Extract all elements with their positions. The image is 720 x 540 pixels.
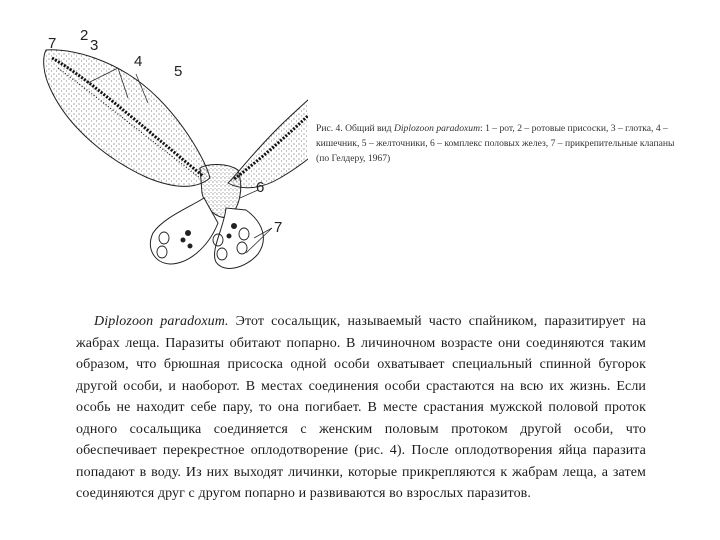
caption-species: Diplozoon paradoxum	[393, 123, 481, 134]
figure-caption	[316, 121, 676, 166]
diplozoon-figure	[28, 28, 308, 280]
figure-label-3: 3	[90, 37, 99, 54]
figure-label-7-bottom: 7	[274, 219, 283, 236]
body-text: Этот сосальщик, называемый часто спайником, паразитирует на жабрах леща. Паразиты обитают попарно. В личиночном возрасте они соединяются таким образом, что брюшная присоска одной особи охватывает специальный спинной бугорок другой особи, и наоборот. В местах соединения особи срастаются на всю их жизнь. Если особь не находит себе пару, то она погибает. В месте срастания мужской половой проток одного сосальщика соединяется с женским половым протоком другой особи, что обеспечивает перекрестное оплодотворение (рис. 4). После оплодотворения яйца паразита попадают в воду. Из них выходят личинки, которые прикрепляются к жабрам леща, а затем соединяются друг с другом попарно и развиваются во взрослых паразитов.	[76, 314, 646, 501]
body-species-title: Diplozoon paradoxum.	[94, 314, 229, 329]
figure-label-2: 2	[80, 27, 89, 44]
figure-label-5: 5	[174, 63, 183, 80]
figure-label-7-top: 7	[48, 35, 57, 52]
figure-label-4: 4	[134, 53, 143, 70]
diplozoon-illustration	[28, 28, 308, 280]
caption-prefix: Рис. 4. Общий вид	[316, 123, 394, 134]
lower-left-lobe	[150, 198, 218, 264]
caption-text: : 1 – рот, 2 – ротовые присоски, 3 – глотка, 4 – кишечник, 5 – желточники, 6 – комплекс половых желез, 7 – прикрепительные клапаны (по Гелдеру, 1967)	[316, 123, 675, 164]
right-body-half	[228, 33, 308, 188]
body-paragraph	[76, 311, 646, 505]
figure-label-6: 6	[256, 179, 265, 196]
left-body-half	[44, 50, 210, 187]
